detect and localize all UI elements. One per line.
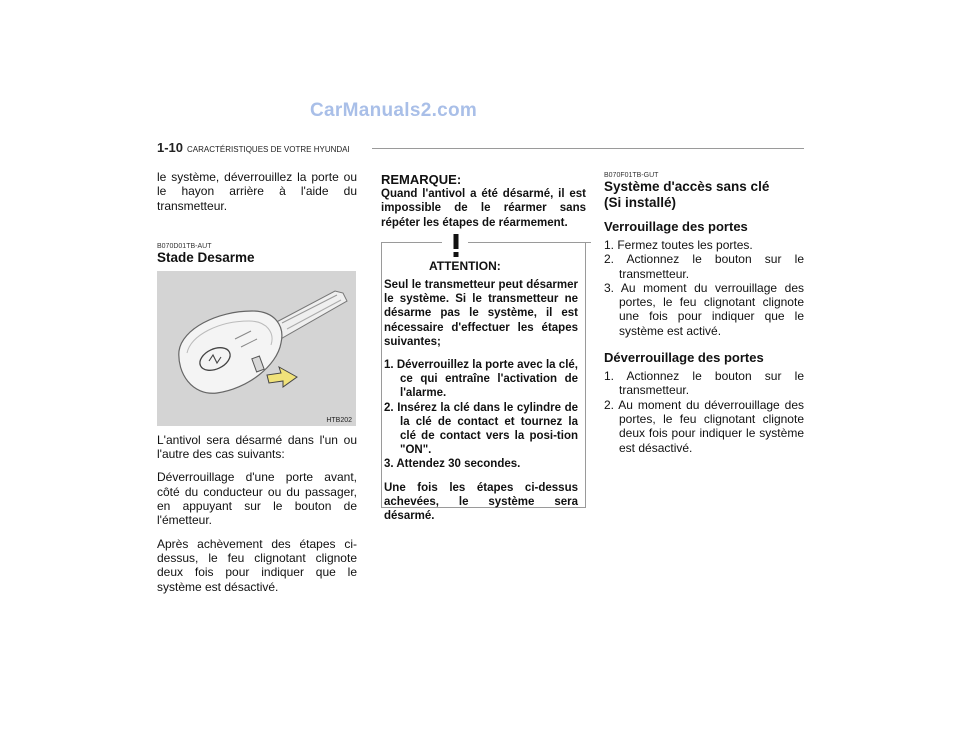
- attention-title: ATTENTION:: [429, 258, 501, 273]
- page-number: 1-10: [157, 140, 184, 155]
- lock-steps: [604, 238, 804, 338]
- exclamation-icon: [448, 234, 464, 258]
- attention-final: Une fois les étapes ci-dessus achevées, le système sera désarmé.: [384, 481, 578, 522]
- column-2: [381, 170, 586, 522]
- header-rule: [372, 148, 804, 149]
- remark-title: REMARQUE:: [381, 172, 462, 187]
- paragraph-3: Après achèvement des étapes ci-dessus, le feu clignotant clignote deux fois pour indiquer que le système est désactivé.: [157, 536, 357, 594]
- attention-steps: [384, 358, 578, 472]
- lock-step: 3. Au moment du verrouillage des portes, le feu clignotant clignote une fois pour indiquer que le système est activé.: [604, 280, 804, 338]
- figure-label: HTB202: [326, 416, 352, 424]
- paragraph-1: L'antivol sera désarmé dans l'un ou l'autre des cas suivants:: [157, 432, 357, 462]
- unlock-title: Déverrouillage des portes: [604, 350, 764, 366]
- lock-step: 1. Fermez toutes les portes.: [604, 238, 753, 252]
- attention-intro: Seul le transmetteur peut désarmer le système. Si le transmetteur ne désarme pas le système, il est nécessaire d'effectuer les étapes suivantes;: [384, 278, 578, 348]
- key-fob-illustration: [157, 271, 356, 426]
- section-header: CARACTÉRISTIQUES DE VOTRE HYUNDAI: [187, 145, 350, 154]
- attention-border-left: [382, 242, 442, 243]
- section-title: Stade Desarme: [157, 249, 255, 265]
- section-code: B070F01TB-GUT: [604, 172, 659, 179]
- intro-text: le système, déverrouillez la porte ou le hayon arrière à l'aide du transmetteur.: [157, 170, 357, 213]
- unlock-steps: [604, 369, 804, 455]
- lock-title: Verrouillage des portes: [604, 219, 748, 234]
- page-header: [157, 140, 350, 155]
- column-3: [604, 170, 804, 455]
- section-title: Système d'accès sans clé (Si installé): [604, 179, 770, 210]
- paragraph-2: Déverrouillage d'une porte avant, côté du conducteur ou du passager, en appuyant sur le bouton de l'émetteur.: [157, 470, 357, 528]
- column-1: [157, 170, 357, 594]
- attention-step: 3. Attendez 30 secondes.: [384, 458, 521, 471]
- section-code: B070D01TB-AUT: [157, 242, 212, 250]
- lock-step: 2. Actionnez le bouton sur le transmetteur.: [604, 252, 804, 281]
- attention-step: 2. Insérez la clé dans le cylindre de la clé de contact et tournez la clé de contact vers la posi-tion "ON".: [384, 401, 578, 457]
- watermark[interactable]: CarManuals2.com: [310, 100, 478, 121]
- remark-text: Quand l'antivol a été désarmé, il est impossible de le réarmer sans répéter les étapes de réarmement.: [381, 188, 586, 229]
- unlock-step: 2. Au moment du déverrouillage des portes, le feu clignotant clignote deux fois pour indiquer le système est désactivé.: [604, 397, 804, 455]
- key-fob-image: [157, 271, 356, 426]
- attention-border-right: [468, 242, 591, 243]
- attention-step: 1. Déverrouillez la porte avec la clé, ce qui entraîne l'activation de l'alarme.: [384, 358, 578, 400]
- attention-box: [381, 242, 586, 522]
- unlock-step: 1. Actionnez le bouton sur le transmetteur.: [604, 369, 804, 398]
